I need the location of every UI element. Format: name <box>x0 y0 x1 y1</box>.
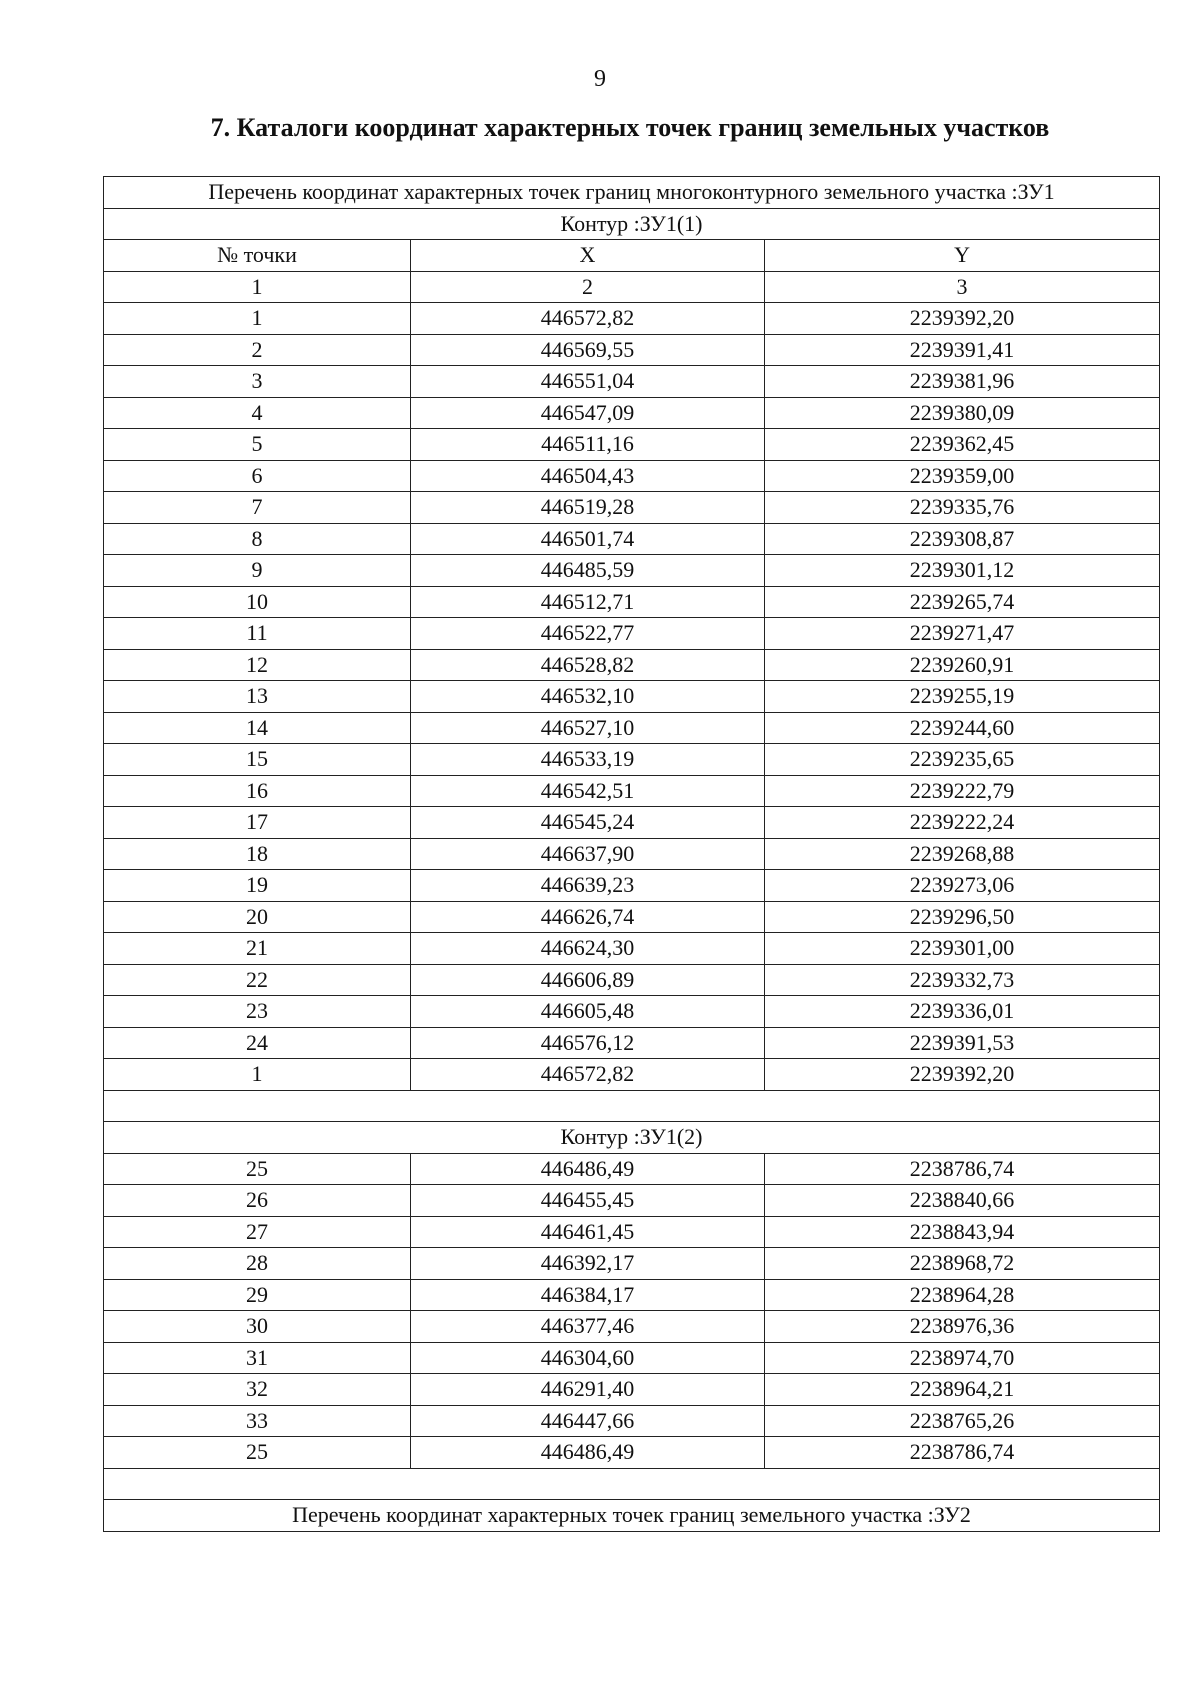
table-row <box>104 334 1160 366</box>
spacer-row <box>104 1468 1160 1500</box>
table-row <box>104 1216 1160 1248</box>
table-row <box>104 555 1160 587</box>
table-row <box>104 1153 1160 1185</box>
x-coordinate-cell: 446447,66 <box>411 1405 765 1437</box>
point-number-cell: 14 <box>104 712 411 744</box>
table-row <box>104 807 1160 839</box>
y-coordinate-cell: 2238786,74 <box>765 1153 1160 1185</box>
column-number: 2 <box>411 271 765 303</box>
table-row <box>104 996 1160 1028</box>
point-number-cell: 30 <box>104 1311 411 1343</box>
point-number-cell: 8 <box>104 523 411 555</box>
y-coordinate-cell: 2239381,96 <box>765 366 1160 398</box>
y-coordinate-cell: 2239391,41 <box>765 334 1160 366</box>
parcel1-title-row <box>104 177 1160 209</box>
x-coordinate-cell: 446569,55 <box>411 334 765 366</box>
header-y: Y <box>765 240 1160 272</box>
column-number: 3 <box>765 271 1160 303</box>
y-coordinate-cell: 2239392,20 <box>765 1059 1160 1091</box>
table-row <box>104 775 1160 807</box>
x-coordinate-cell: 446304,60 <box>411 1342 765 1374</box>
column-number: 1 <box>104 271 411 303</box>
x-coordinate-cell: 446639,23 <box>411 870 765 902</box>
y-coordinate-cell: 2238976,36 <box>765 1311 1160 1343</box>
point-number-cell: 13 <box>104 681 411 713</box>
x-coordinate-cell: 446572,82 <box>411 1059 765 1091</box>
point-number-cell: 22 <box>104 964 411 996</box>
x-coordinate-cell: 446606,89 <box>411 964 765 996</box>
table-row <box>104 681 1160 713</box>
table-row <box>104 429 1160 461</box>
x-coordinate-cell: 446519,28 <box>411 492 765 524</box>
x-coordinate-cell: 446545,24 <box>411 807 765 839</box>
table-row <box>104 744 1160 776</box>
y-coordinate-cell: 2239255,19 <box>765 681 1160 713</box>
table-row <box>104 523 1160 555</box>
y-coordinate-cell: 2239392,20 <box>765 303 1160 335</box>
x-coordinate-cell: 446624,30 <box>411 933 765 965</box>
x-coordinate-cell: 446291,40 <box>411 1374 765 1406</box>
x-coordinate-cell: 446392,17 <box>411 1248 765 1280</box>
point-number-cell: 4 <box>104 397 411 429</box>
x-coordinate-cell: 446576,12 <box>411 1027 765 1059</box>
y-coordinate-cell: 2239359,00 <box>765 460 1160 492</box>
table-row <box>104 366 1160 398</box>
point-number-cell: 29 <box>104 1279 411 1311</box>
x-coordinate-cell: 446528,82 <box>411 649 765 681</box>
y-coordinate-cell: 2239336,01 <box>765 996 1160 1028</box>
x-coordinate-cell: 446547,09 <box>411 397 765 429</box>
point-number-cell: 15 <box>104 744 411 776</box>
point-number-cell: 32 <box>104 1374 411 1406</box>
y-coordinate-cell: 2239271,47 <box>765 618 1160 650</box>
x-coordinate-cell: 446532,10 <box>411 681 765 713</box>
x-coordinate-cell: 446501,74 <box>411 523 765 555</box>
coordinates-table <box>103 176 1160 1532</box>
table-row <box>104 1405 1160 1437</box>
point-number-cell: 24 <box>104 1027 411 1059</box>
y-coordinate-cell: 2238840,66 <box>765 1185 1160 1217</box>
table-row <box>104 1279 1160 1311</box>
x-coordinate-cell: 446572,82 <box>411 303 765 335</box>
y-coordinate-cell: 2239260,91 <box>765 649 1160 681</box>
x-coordinate-cell: 446384,17 <box>411 1279 765 1311</box>
point-number-cell: 28 <box>104 1248 411 1280</box>
table-row <box>104 870 1160 902</box>
x-coordinate-cell: 446626,74 <box>411 901 765 933</box>
y-coordinate-cell: 2238968,72 <box>765 1248 1160 1280</box>
x-coordinate-cell: 446511,16 <box>411 429 765 461</box>
y-coordinate-cell: 2239362,45 <box>765 429 1160 461</box>
header-row <box>104 240 1160 272</box>
y-coordinate-cell: 2238964,28 <box>765 1279 1160 1311</box>
table-row <box>104 1342 1160 1374</box>
contour2-title-row <box>104 1122 1160 1154</box>
point-number-cell: 1 <box>104 1059 411 1091</box>
table-row <box>104 649 1160 681</box>
spacer-row <box>104 1090 1160 1122</box>
table-row <box>104 618 1160 650</box>
table-row <box>104 460 1160 492</box>
table-row <box>104 1027 1160 1059</box>
point-number-cell: 5 <box>104 429 411 461</box>
y-coordinate-cell: 2239222,79 <box>765 775 1160 807</box>
parcel2-title: Перечень координат характерных точек границ земельного участка :ЗУ2 <box>104 1500 1160 1532</box>
x-coordinate-cell: 446485,59 <box>411 555 765 587</box>
point-number-cell: 19 <box>104 870 411 902</box>
table-row <box>104 901 1160 933</box>
point-number-cell: 2 <box>104 334 411 366</box>
x-coordinate-cell: 446551,04 <box>411 366 765 398</box>
table-row <box>104 1059 1160 1091</box>
table-row <box>104 586 1160 618</box>
point-number-cell: 25 <box>104 1153 411 1185</box>
y-coordinate-cell: 2239273,06 <box>765 870 1160 902</box>
parcel2-title-row <box>104 1500 1160 1532</box>
point-number-cell: 33 <box>104 1405 411 1437</box>
table-row <box>104 1374 1160 1406</box>
table-row <box>104 1248 1160 1280</box>
point-number-cell: 7 <box>104 492 411 524</box>
y-coordinate-cell: 2239380,09 <box>765 397 1160 429</box>
y-coordinate-cell: 2238843,94 <box>765 1216 1160 1248</box>
point-number-cell: 6 <box>104 460 411 492</box>
table-row <box>104 838 1160 870</box>
table-row <box>104 303 1160 335</box>
table-row <box>104 712 1160 744</box>
point-number-cell: 3 <box>104 366 411 398</box>
y-coordinate-cell: 2239301,12 <box>765 555 1160 587</box>
x-coordinate-cell: 446377,46 <box>411 1311 765 1343</box>
x-coordinate-cell: 446605,48 <box>411 996 765 1028</box>
table-row <box>104 397 1160 429</box>
y-coordinate-cell: 2238786,74 <box>765 1437 1160 1469</box>
table-row <box>104 1185 1160 1217</box>
page-number: 9 <box>594 66 606 92</box>
contour1-title: Контур :ЗУ1(1) <box>104 208 1160 240</box>
y-coordinate-cell: 2239222,24 <box>765 807 1160 839</box>
x-coordinate-cell: 446486,49 <box>411 1153 765 1185</box>
y-coordinate-cell: 2239265,74 <box>765 586 1160 618</box>
point-number-cell: 17 <box>104 807 411 839</box>
point-number-cell: 11 <box>104 618 411 650</box>
empty-cell <box>104 1090 1160 1122</box>
table-row <box>104 964 1160 996</box>
table-row <box>104 933 1160 965</box>
table-row <box>104 492 1160 524</box>
y-coordinate-cell: 2239308,87 <box>765 523 1160 555</box>
x-coordinate-cell: 446504,43 <box>411 460 765 492</box>
point-number-cell: 25 <box>104 1437 411 1469</box>
y-coordinate-cell: 2239391,53 <box>765 1027 1160 1059</box>
parcel1-title: Перечень координат характерных точек границ многоконтурного земельного участка :ЗУ1 <box>104 177 1160 209</box>
table-row <box>104 1437 1160 1469</box>
x-coordinate-cell: 446637,90 <box>411 838 765 870</box>
x-coordinate-cell: 446527,10 <box>411 712 765 744</box>
empty-cell <box>104 1468 1160 1500</box>
point-number-cell: 12 <box>104 649 411 681</box>
x-coordinate-cell: 446522,77 <box>411 618 765 650</box>
section-title: 7. Каталоги координат характерных точек границ земельных участков <box>210 113 1050 142</box>
y-coordinate-cell: 2238964,21 <box>765 1374 1160 1406</box>
point-number-cell: 21 <box>104 933 411 965</box>
point-number-cell: 1 <box>104 303 411 335</box>
point-number-cell: 18 <box>104 838 411 870</box>
y-coordinate-cell: 2239244,60 <box>765 712 1160 744</box>
point-number-cell: 16 <box>104 775 411 807</box>
point-number-cell: 26 <box>104 1185 411 1217</box>
point-number-cell: 31 <box>104 1342 411 1374</box>
header-point: № точки <box>104 240 411 272</box>
y-coordinate-cell: 2239332,73 <box>765 964 1160 996</box>
header-x: X <box>411 240 765 272</box>
point-number-cell: 20 <box>104 901 411 933</box>
x-coordinate-cell: 446461,45 <box>411 1216 765 1248</box>
y-coordinate-cell: 2239268,88 <box>765 838 1160 870</box>
table-row <box>104 1311 1160 1343</box>
y-coordinate-cell: 2238765,26 <box>765 1405 1160 1437</box>
contour1-title-row <box>104 208 1160 240</box>
y-coordinate-cell: 2238974,70 <box>765 1342 1160 1374</box>
y-coordinate-cell: 2239235,65 <box>765 744 1160 776</box>
x-coordinate-cell: 446455,45 <box>411 1185 765 1217</box>
x-coordinate-cell: 446486,49 <box>411 1437 765 1469</box>
y-coordinate-cell: 2239301,00 <box>765 933 1160 965</box>
x-coordinate-cell: 446542,51 <box>411 775 765 807</box>
point-number-cell: 10 <box>104 586 411 618</box>
point-number-cell: 23 <box>104 996 411 1028</box>
point-number-cell: 27 <box>104 1216 411 1248</box>
x-coordinate-cell: 446533,19 <box>411 744 765 776</box>
y-coordinate-cell: 2239296,50 <box>765 901 1160 933</box>
contour2-title: Контур :ЗУ1(2) <box>104 1122 1160 1154</box>
column-number-row <box>104 271 1160 303</box>
point-number-cell: 9 <box>104 555 411 587</box>
y-coordinate-cell: 2239335,76 <box>765 492 1160 524</box>
x-coordinate-cell: 446512,71 <box>411 586 765 618</box>
